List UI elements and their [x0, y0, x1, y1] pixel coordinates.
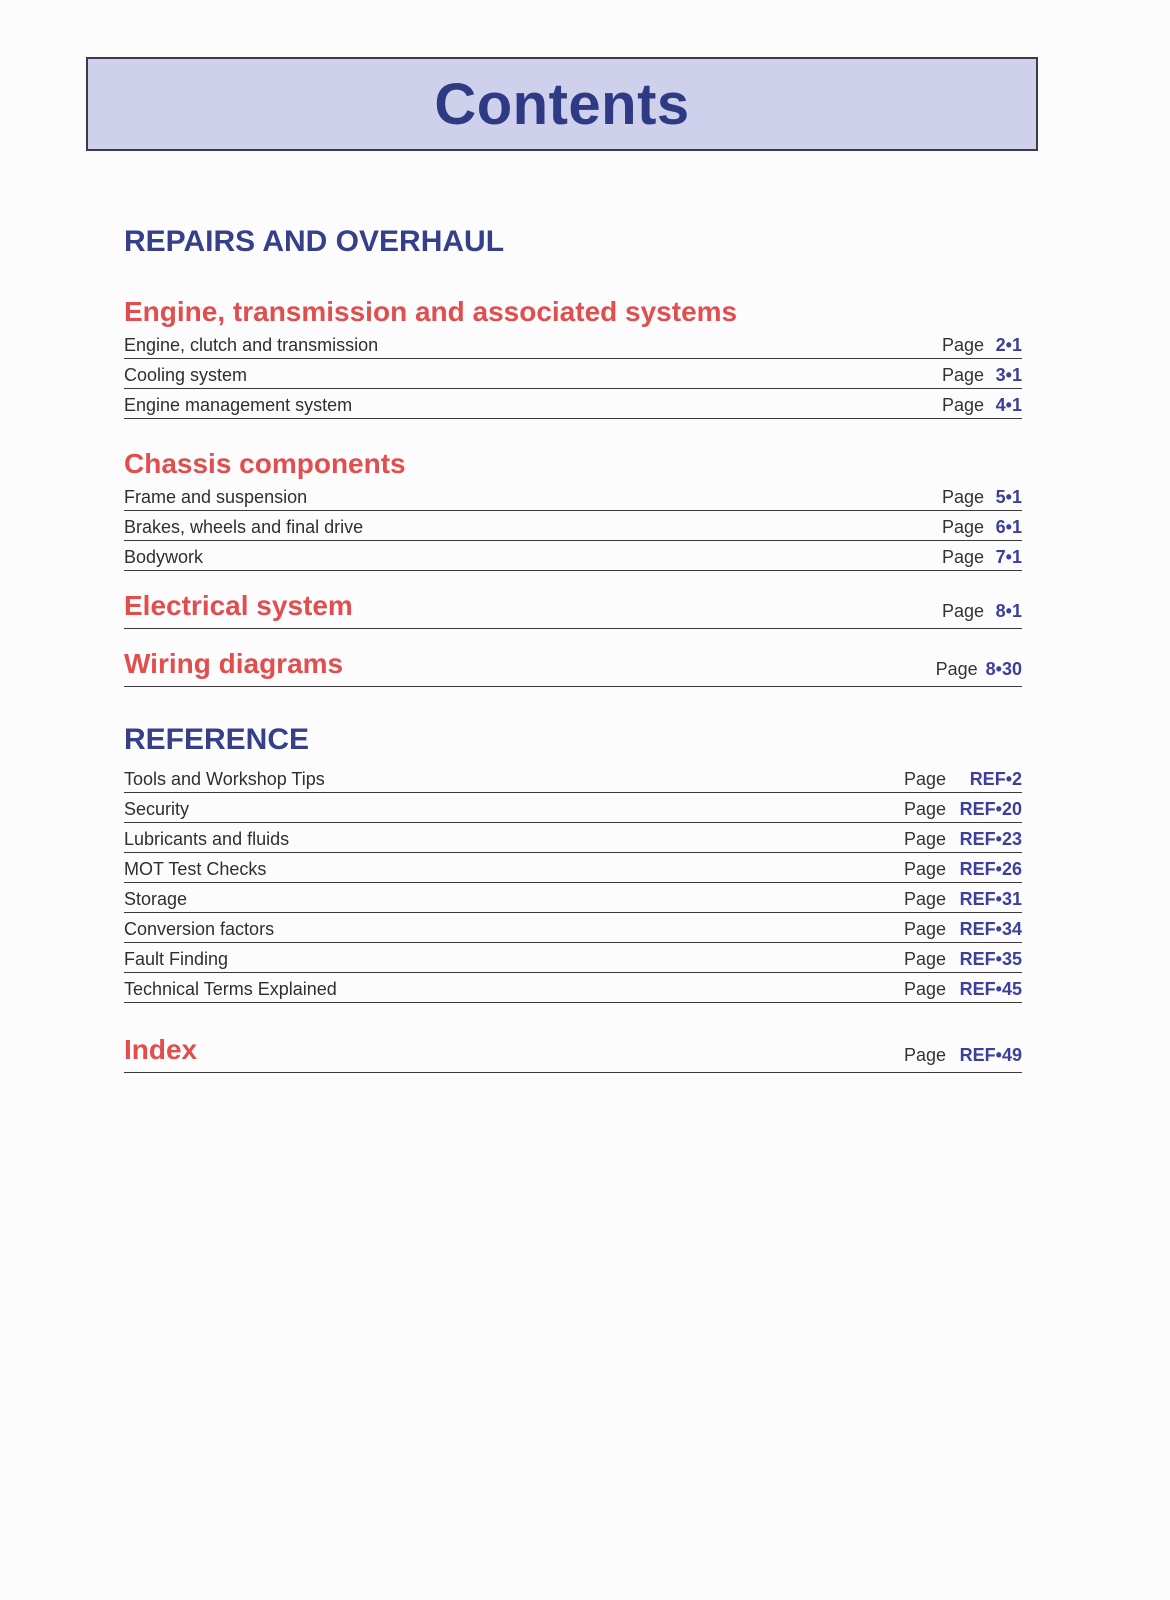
reference-list — [124, 763, 1022, 1003]
page-word: Page — [941, 335, 984, 355]
toc-label: Engine, clutch and transmission — [124, 335, 379, 355]
section-heading-repairs: REPAIRS AND OVERHAUL — [124, 225, 505, 258]
page-number: REF•23 — [959, 829, 1022, 849]
toc-label: Bodywork — [124, 547, 204, 567]
group-engine — [124, 295, 1022, 419]
page-number: 5•1 — [995, 487, 1022, 507]
page-number: REF•31 — [959, 889, 1022, 909]
page-word: Page — [903, 1045, 946, 1065]
toc-row[interactable] — [124, 823, 1022, 853]
toc-label: Security — [124, 799, 190, 819]
page-word: Page — [903, 769, 946, 789]
group-heading: Chassis components — [124, 448, 406, 479]
toc-row[interactable] — [124, 329, 1022, 359]
toc-row[interactable] — [124, 541, 1022, 571]
page-number: REF•49 — [959, 1045, 1022, 1065]
page-number: 4•1 — [995, 395, 1022, 415]
toc-label: Technical Terms Explained — [124, 979, 337, 999]
contents-list — [124, 225, 1022, 1073]
page-number: REF•20 — [959, 799, 1022, 819]
page-word: Page — [903, 829, 946, 849]
page-word: Page — [903, 949, 946, 969]
page-number: 6•1 — [995, 517, 1022, 537]
toc-row-wiring[interactable] — [124, 645, 1022, 687]
page-number: 7•1 — [995, 547, 1022, 567]
toc-label: MOT Test Checks — [124, 859, 267, 879]
group-chassis — [124, 447, 1022, 571]
page-number: REF•45 — [959, 979, 1022, 999]
page-title: Contents — [434, 71, 690, 137]
page-word: Page — [903, 799, 946, 819]
toc-label: Conversion factors — [124, 919, 275, 939]
toc-label: Cooling system — [124, 365, 248, 385]
toc-row[interactable] — [124, 793, 1022, 823]
toc-label: Storage — [124, 889, 188, 909]
page-number: 8•30 — [985, 659, 1022, 679]
page-word: Page — [903, 919, 946, 939]
page-word: Page — [935, 659, 978, 679]
page-number: 2•1 — [995, 335, 1022, 355]
toc-row[interactable] — [124, 913, 1022, 943]
page-word: Page — [941, 547, 984, 567]
toc-label: Tools and Workshop Tips — [124, 769, 325, 789]
toc-label: Engine management system — [124, 395, 353, 415]
page-word: Page — [903, 859, 946, 879]
toc-row[interactable] — [124, 481, 1022, 511]
page-number: REF•2 — [969, 769, 1022, 789]
page-word: Page — [903, 889, 946, 909]
toc-label: Brakes, wheels and final drive — [124, 517, 364, 537]
page-word: Page — [941, 487, 984, 507]
group-heading-index: Index — [124, 1034, 198, 1065]
toc-label: Frame and suspension — [124, 487, 308, 507]
page-word: Page — [903, 979, 946, 999]
toc-row-electrical[interactable] — [124, 587, 1022, 629]
toc-row[interactable] — [124, 511, 1022, 541]
page-number: 8•1 — [995, 601, 1022, 621]
toc-row[interactable] — [124, 943, 1022, 973]
page-number: REF•26 — [959, 859, 1022, 879]
group-heading-wiring: Wiring diagrams — [124, 648, 344, 679]
toc-row[interactable] — [124, 389, 1022, 419]
page-word: Page — [941, 601, 984, 621]
toc-row-index[interactable] — [124, 1031, 1022, 1073]
page-word: Page — [941, 517, 984, 537]
page-number: 3•1 — [995, 365, 1022, 385]
page-number: REF•35 — [959, 949, 1022, 969]
group-heading: Engine, transmission and associated systems — [124, 296, 738, 327]
group-heading-electrical: Electrical system — [124, 590, 353, 621]
toc-row[interactable] — [124, 973, 1022, 1003]
section-heading-reference: REFERENCE — [124, 723, 310, 756]
toc-label: Fault Finding — [124, 949, 229, 969]
title-banner — [86, 57, 1038, 151]
toc-row[interactable] — [124, 763, 1022, 793]
toc-label: Lubricants and fluids — [124, 829, 290, 849]
page-word: Page — [941, 395, 984, 415]
toc-row[interactable] — [124, 853, 1022, 883]
toc-row[interactable] — [124, 359, 1022, 389]
page-number: REF•34 — [959, 919, 1022, 939]
page-word: Page — [941, 365, 984, 385]
toc-row[interactable] — [124, 883, 1022, 913]
